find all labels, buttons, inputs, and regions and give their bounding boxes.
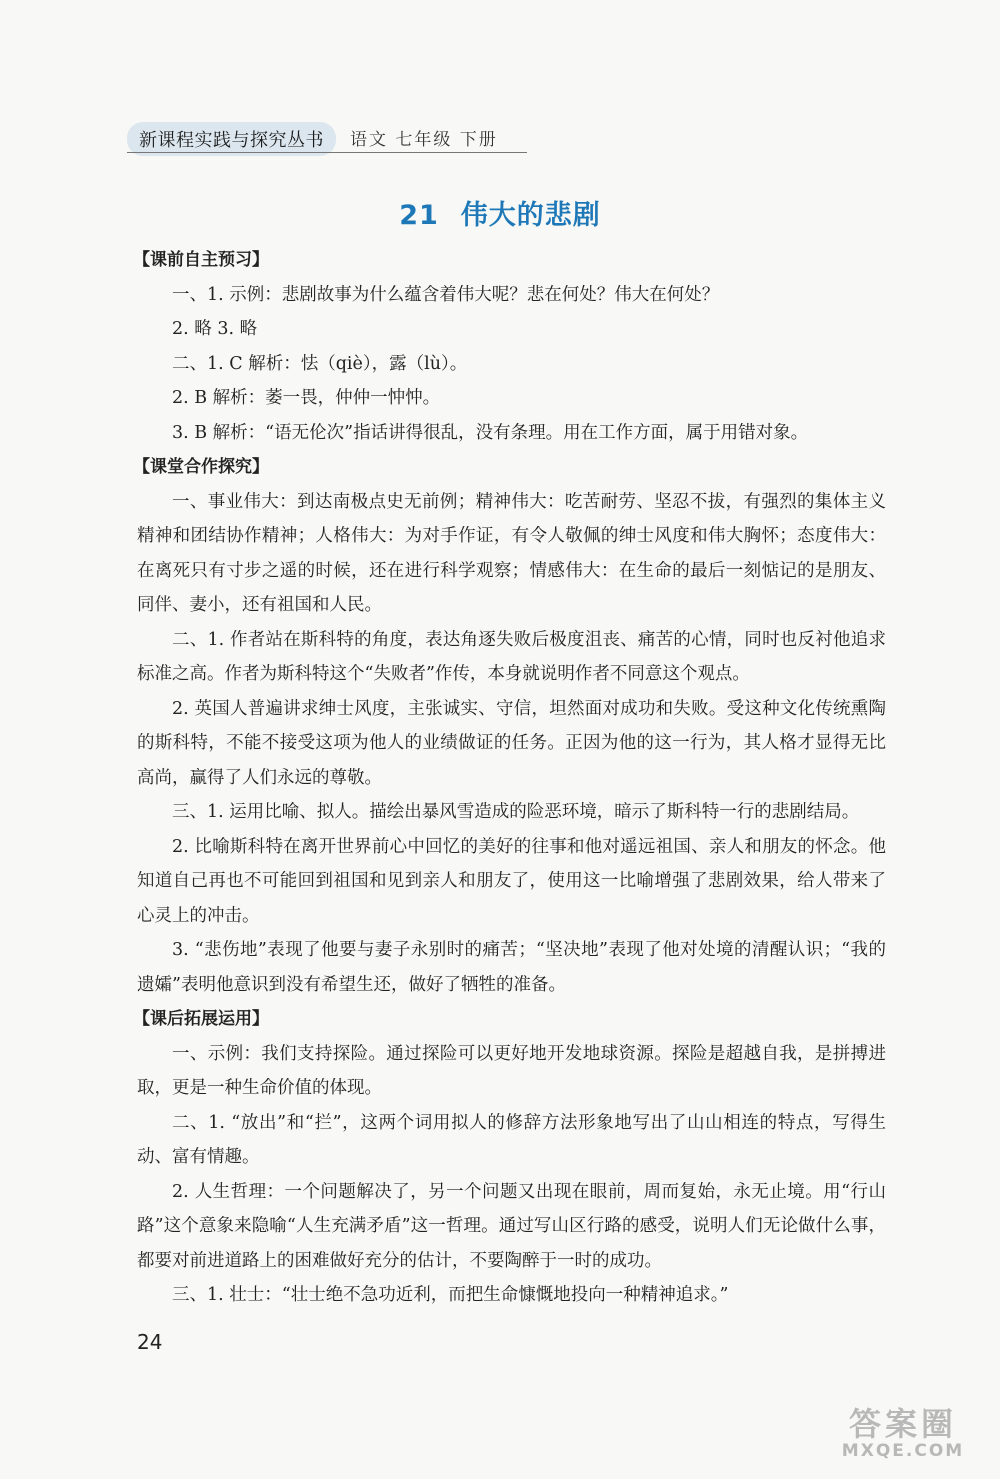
subject-label: 语文 七年级 下册 (350, 125, 498, 153)
lesson-title: 伟大的悲剧 (460, 200, 601, 231)
watermark-logo-text: 答案圈 (848, 1405, 957, 1443)
answer-paragraph: 2. 比喻斯科特在离开世界前心中回忆的美好的往事和他对遥远祖国、亲人和朋友的怀念。他知道自己再也不可能回到祖国和见到亲人和朋友了，使用这一比喻增强了悲剧效果，给人带来了心灵上的冲击。 (137, 836, 886, 926)
answer-paragraph: 三、1. 壮士：“壮士绝不急功近利，而把生命慷慨地投向一种精神追求。” (172, 1285, 729, 1305)
watermark-domain: MXQE.COM (841, 1441, 965, 1461)
answer-paragraph: 2. 英国人普遍讲求绅士风度，主张诚实、守信，坦然面对成功和失败。受这种文化传统熏陶的斯科特，不能不接受这项为他人的业绩做证的任务。正因为他的这一行为，其人格才显得无比高尚，赢得了人们永远的尊敬。 (137, 698, 886, 788)
section-preview (133, 243, 886, 450)
page-number: 24 (137, 1330, 163, 1354)
answer-paragraph: 2. 人生哲理：一个问题解决了，另一个问题又出现在眼前，周而复始，永无止境。用“行山路”这个意象来隐喻“人生充满矛盾”这一哲理。通过写山区行路的感受，说明人们无论做什么事，都要对前进道路上的困难做好充分的估计，不要陶醉于一时的成功。 (137, 1181, 887, 1271)
answer-paragraph: 一、事业伟大：到达南极点史无前例；精神伟大：吃苦耐劳、坚忍不拔，有强烈的集体主义精神和团结协作精神；人格伟大：为对手作证，有令人敬佩的绅士风度和伟大胸怀；态度伟大：在离死只有寸步之遥的时候，还在进行科学观察；情感伟大：在生命的最后一刻惦记的是朋友、同伴、妻小，还有祖国和人民。 (137, 491, 886, 615)
header-divider (127, 152, 527, 153)
answer-paragraph: 2. 略 3. 略 (172, 319, 258, 339)
answer-paragraph: 三、1. 运用比喻、拟人。描绘出暴风雪造成的险恶环境，暗示了斯科特一行的悲剧结局。 (172, 802, 860, 822)
series-header (127, 123, 498, 155)
section-heading: 【课前自主预习】 (133, 250, 269, 270)
answer-paragraph: 一、1. 示例：悲剧故事为什么蕴含着伟大呢？悲在何处？伟大在何处？ (172, 284, 720, 305)
section-extension (133, 1002, 887, 1313)
section-classroom (133, 450, 886, 1002)
answer-paragraph: 3. B 解析：“语无伦次”指话讲得很乱，没有条理。用在工作方面，属于用错对象。 (172, 422, 809, 443)
answer-paragraph: 二、1. “放出”和“拦”，这两个词用拟人的修辞方法形象地写出了山山相连的特点，写得生动、富有情趣。 (137, 1112, 886, 1167)
watermark-logo (828, 1404, 978, 1464)
answer-content (133, 243, 887, 1313)
section-heading: 【课堂合作探究】 (133, 457, 269, 477)
section-heading: 【课后拓展运用】 (133, 1009, 269, 1029)
answer-paragraph: 3. “悲伤地”表现了他要与妻子永别时的痛苦；“坚决地”表现了他对处境的清醒认识；“我的遗孀”表明他意识到没有希望生还，做好了牺牲的准备。 (137, 940, 886, 995)
page-title (0, 193, 1000, 232)
answer-paragraph: 2. B 解析：萎一畏，仲仲一忡忡。 (172, 388, 441, 408)
series-title: 新课程实践与探究丛书 (127, 122, 336, 156)
answer-paragraph: 一、示例：我们支持探险。通过探险可以更好地开发地球资源。探险是超越自我，是拼搏进取，更是一种生命价值的体现。 (137, 1043, 886, 1098)
answer-paragraph: 二、1. 作者站在斯科特的角度，表达角逐失败后极度沮丧、痛苦的心情，同时也反衬他追求标准之高。作者为斯科特这个“失败者”作传，本身就说明作者不同意这个观点。 (137, 629, 886, 684)
answer-paragraph: 二、1. C 解析：怯（qiè），露（lù）。 (172, 353, 468, 374)
lesson-number: 21 (399, 200, 439, 231)
